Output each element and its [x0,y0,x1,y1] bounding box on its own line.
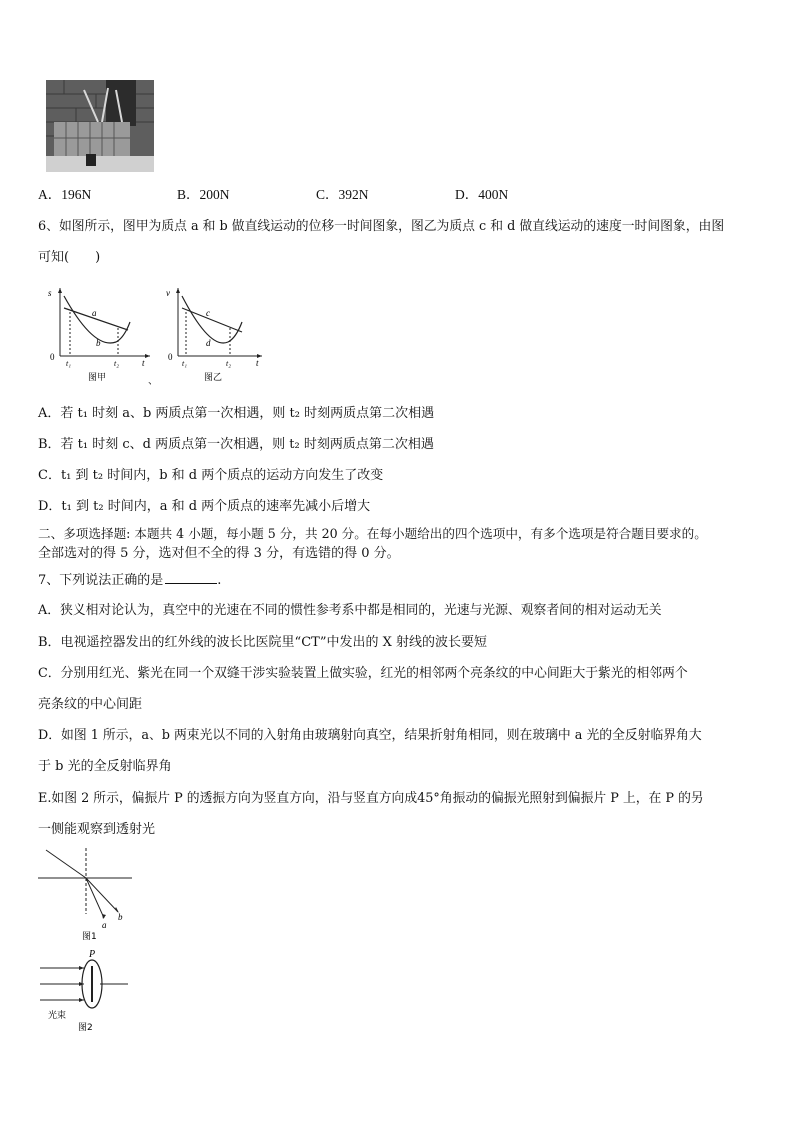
fig1-caption: 图1 [82,932,97,942]
fig-yi-origin: 0 [168,352,173,362]
figure-1 [36,848,136,944]
bricks-photo [46,80,154,172]
fig-jia-caption: 图甲 [88,373,107,383]
fig2-caption: 图2 [78,1023,93,1033]
fig-yi-t2: t₂ [226,359,232,368]
fig-yi-x-label: t [256,358,259,368]
section2-line2: 全部选对的得 5 分，选对但不全的得 3 分，有选错的得 0 分。 [38,546,400,561]
q7-stem [38,571,221,590]
fig-yi-curve-c: c [206,308,210,318]
fig-jia-t2: t₂ [114,359,120,368]
fig-jia-t1: t₁ [66,359,72,368]
q7-option-d-line1: D．如图 1 所示，a、b 两束光以不同的入射角由玻璃射向真空，结果折射角相同，则在玻璃中 a 光的全反射临界角大 [38,728,702,743]
q7-stem-end: . [217,573,222,588]
fig1-label-a: a [102,920,107,930]
q6-stem-line2: 可知( ) [38,250,101,265]
q7-stem-text: 7、下列说法正确的是 [38,573,164,588]
figure-2 [36,946,136,1036]
q6-option-b: B．若 t₁ 时刻 c、d 两质点第一次相遇，则 t₂ 时刻两质点第二次相遇 [38,437,434,452]
fig-separator: 、 [148,376,158,387]
q5-option-d: D．400N [455,187,509,202]
q7-option-d-line2: 于 b 光的全反射临界角 [38,759,172,774]
q7-option-c-line1: C．分别用红光、紫光在同一个双缝干涉实验装置上做实验，红光的相邻两个亮条纹的中心间距大于紫光的相邻两个 [38,666,688,681]
fig-yi-caption: 图乙 [204,373,223,383]
q5-option-c: C．392N [316,187,369,202]
q5-option-a: A．196N [38,187,92,202]
fig-jia-x-label: t [142,358,145,368]
fig-jia-curve-a: a [92,308,97,318]
q6-option-c: C．t₁ 到 t₂ 时间内，b 和 d 两个质点的运动方向发生了改变 [38,468,384,483]
fig-yi-t1: t₁ [182,359,188,368]
q7-option-e-line2: 一侧能观察到透射光 [38,822,156,837]
q7-option-c-line2: 亮条纹的中心间距 [38,697,143,712]
fig2-label-beam: 光束 [48,1011,67,1021]
q7-option-a: A．狭义相对论认为，真空中的光速在不同的惯性参考系中都是相同的，光速与光源、观察者间的相对运动无关 [38,603,662,618]
section2-line1: 二、多项选择题: 本题共 4 小题，每小题 5 分，共 20 分。在每小题给出的四个选项中，有多个选项是符合题目要求的。 [38,526,707,541]
figure-yi [158,284,268,384]
fig-jia-y-label: s [48,288,52,298]
q6-option-d: D．t₁ 到 t₂ 时间内，a 和 d 两个质点的速率先减小后增大 [38,499,371,514]
q5-option-b: B．200N [177,187,230,202]
q6-option-a: A．若 t₁ 时刻 a、b 两质点第一次相遇，则 t₂ 时刻两质点第二次相遇 [38,406,435,421]
fig-yi-curve-d: d [206,338,211,348]
q6-stem-line1: 6、如图所示，图甲为质点 a 和 b 做直线运动的位移一时间图象，图乙为质点 c 和 d 做直线运动的速度一时间图象，由图 [38,219,725,234]
fig-jia-curve-b: b [96,338,101,348]
fig-yi-y-label: v [166,288,170,298]
figure-jia [42,284,154,384]
fig1-label-b: b [118,912,123,922]
fig-jia-origin: 0 [50,352,55,362]
q7-option-e-line1: E.如图 2 所示，偏振片 P 的透振方向为竖直方向，沿与竖直方向成45°角振动的偏振光照射到偏振片 P 上，在 P 的另 [38,791,704,806]
answer-blank [165,571,217,584]
fig2-label-p: P [89,949,96,960]
q7-option-b: B．电视遥控器发出的红外线的波长比医院里“CT”中发出的 X 射线的波长要短 [38,635,487,650]
